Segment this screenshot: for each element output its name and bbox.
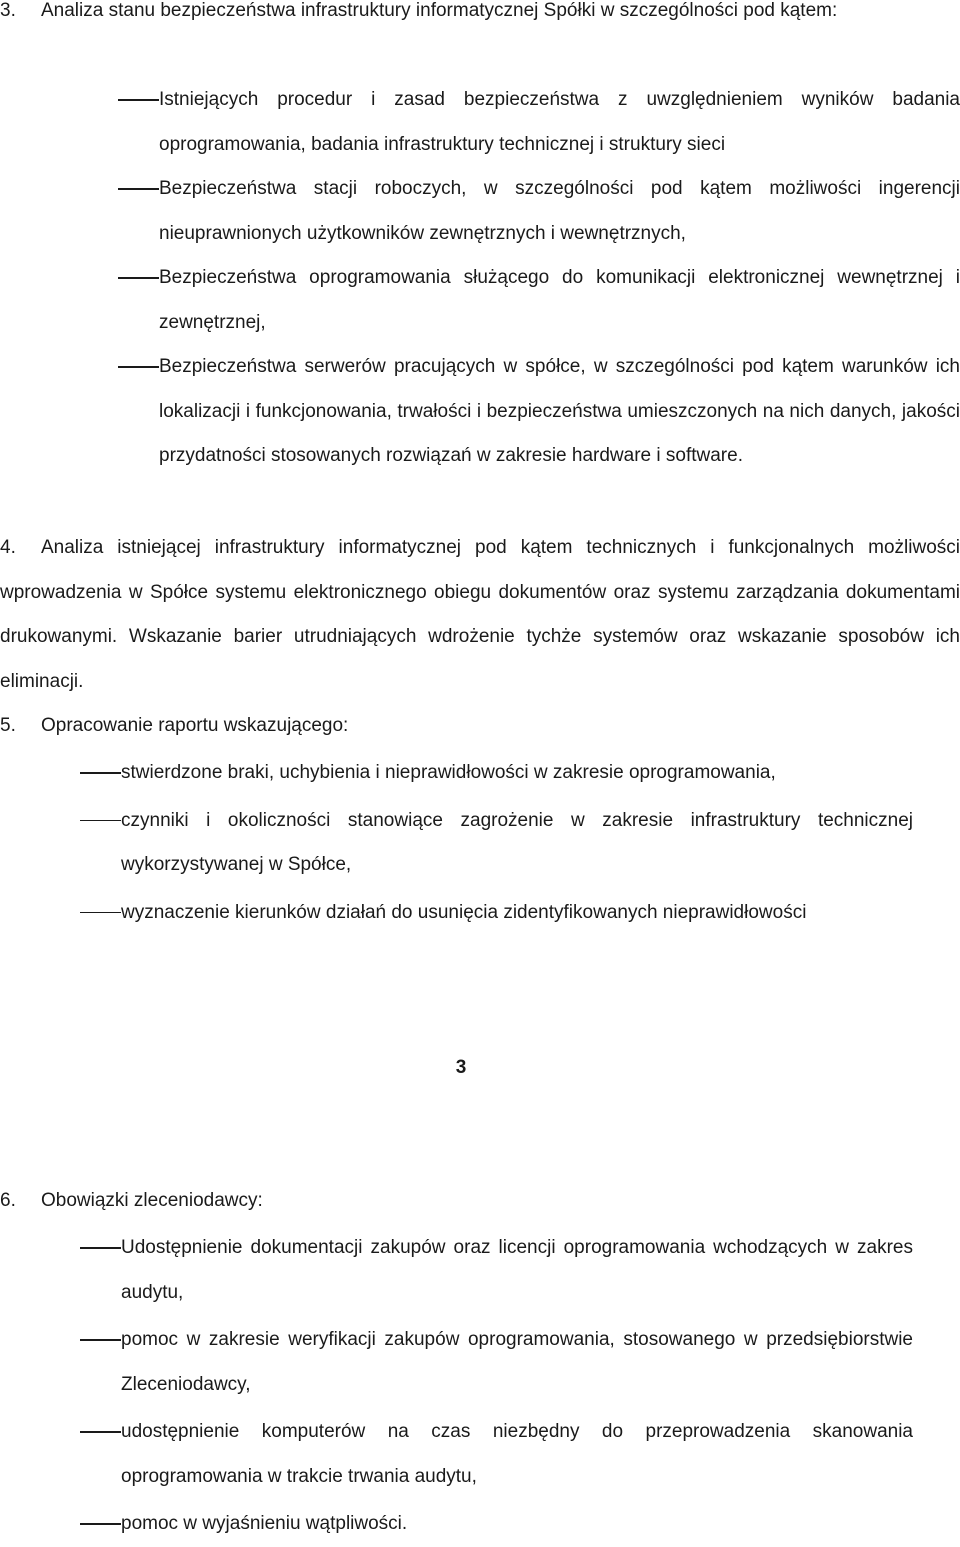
- list-item: Udostępnienie dokumentacji zakupów oraz licencji oprogramowania wchodzących w zakres audytu,: [121, 1226, 913, 1315]
- list-item: Bezpieczeństwa serwerów pracujących w spółce, w szczególności pod kątem warunków ich lokalizacji i funkcjonowania, trwałości i bezpieczeństwa umieszczonych na nich danych, jakości przydatności stosowanych rozwiązań w zakresie hardware i software.: [159, 345, 960, 479]
- section-3-list: [159, 78, 960, 479]
- dash-bullet: [80, 1523, 121, 1525]
- section-6-list: [121, 1226, 913, 1547]
- dash-bullet: [118, 188, 159, 190]
- section-text: Analiza stanu bezpieczeństwa infrastruktury informatycznej Spółki w szczególności pod kątem:: [41, 0, 838, 21]
- section-number: 4.: [0, 537, 16, 558]
- dash-bullet: [118, 99, 159, 101]
- list-item: pomoc w wyjaśnieniu wątpliwości.: [121, 1502, 913, 1547]
- list-item: wyznaczenie kierunków działań do usunięcia zidentyfikowanych nieprawidłowości: [121, 891, 913, 936]
- section-text: Opracowanie raportu wskazującego:: [41, 715, 349, 736]
- dash-bullet: [80, 1247, 121, 1249]
- section-text: Obowiązki zleceniodawcy:: [41, 1190, 263, 1211]
- list-item: Istniejących procedur i zasad bezpieczeństwa z uwzględnieniem wyników badania oprogramowania, badania infrastruktury technicznej i struktury sieci: [159, 78, 960, 167]
- dash-bullet: [80, 1431, 121, 1433]
- section-number: 5.: [0, 715, 16, 736]
- list-item: Bezpieczeństwa stacji roboczych, w szczególności pod kątem możliwości ingerencji nieuprawnionych użytkowników zewnętrznych i wewnętrznych,: [159, 167, 960, 256]
- dash-bullet: [80, 772, 121, 774]
- dash-bullet: [80, 1339, 121, 1341]
- section-number: 6.: [0, 1190, 16, 1211]
- dash-bullet: [118, 277, 159, 279]
- page-number: 3: [455, 1057, 467, 1078]
- section-5-list: [121, 751, 913, 935]
- section-text: Analiza istniejącej infrastruktury informatycznej pod kątem technicznych i funkcjonalnych możliwości wprowadzenia w Spółce systemu elektronicznego obiegu dokumentów oraz systemu zarządzania dokumentami drukowanymi. Wskazanie barier utrudniających wdrożenie tychże systemów oraz wskazanie sposobów ich eliminacji.: [0, 537, 960, 692]
- list-item: czynniki i okoliczności stanowiące zagrożenie w zakresie infrastruktury technicznej wykorzystywanej w Spółce,: [121, 799, 913, 888]
- list-item: Bezpieczeństwa oprogramowania służącego do komunikacji elektronicznej wewnętrznej i zewnętrznej,: [159, 256, 960, 345]
- list-item: udostępnienie komputerów na czas niezbędny do przeprowadzenia skanowania oprogramowania w trakcie trwania audytu,: [121, 1410, 913, 1499]
- dash-bullet: [80, 820, 121, 822]
- list-item: stwierdzone braki, uchybienia i nieprawidłowości w zakresie oprogramowania,: [121, 751, 913, 796]
- dash-bullet: [118, 366, 159, 368]
- section-number: 3.: [0, 0, 16, 21]
- list-item: pomoc w zakresie weryfikacji zakupów oprogramowania, stosowanego w przedsiębiorstwie Zleceniodawcy,: [121, 1318, 913, 1407]
- dash-bullet: [80, 912, 121, 914]
